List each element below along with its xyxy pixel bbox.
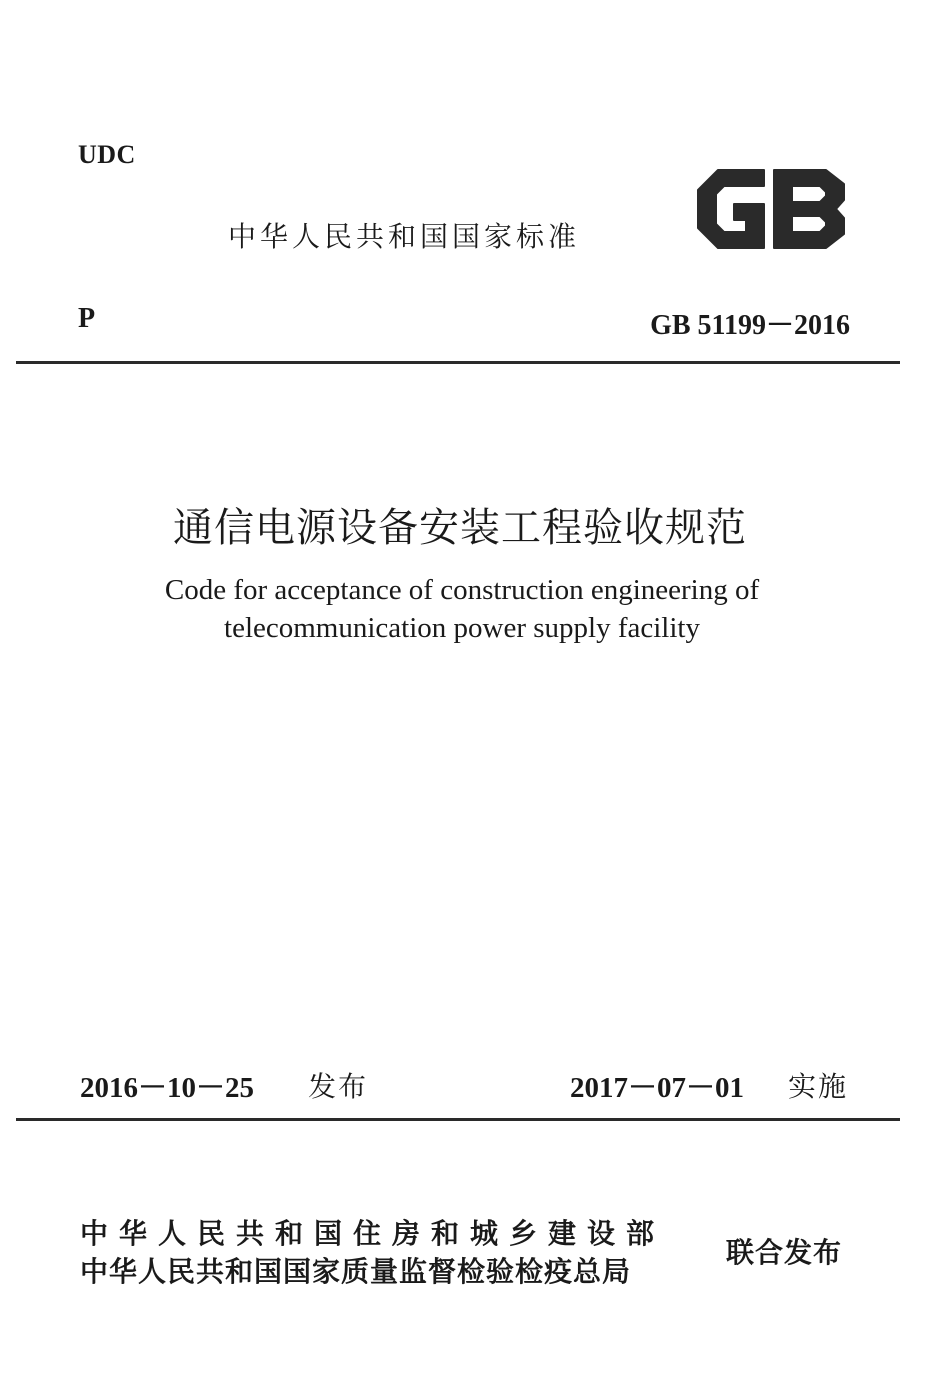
udc-label: UDC — [78, 140, 136, 169]
issuer-ministry-housing: 中华人民共和国住房和城乡建设部 — [80, 1217, 666, 1250]
top-divider — [16, 361, 900, 364]
standard-number: GB 51199－2016 — [650, 310, 850, 341]
national-standard-heading: 中华人民共和国国家标准 — [228, 220, 581, 253]
bottom-divider — [16, 1118, 900, 1121]
classification-code: P — [78, 303, 96, 334]
implementation-label: 实施 — [788, 1070, 849, 1103]
gb-logo — [694, 166, 852, 252]
issue-date: 2016－10－25 — [80, 1072, 255, 1104]
title-english-line1: Code for acceptance of construction engineering of — [164, 574, 760, 606]
joint-issue-label: 联合发布 — [726, 1236, 843, 1269]
issuer-quality-administration: 中华人民共和国国家质量监督检验检疫总局 — [80, 1255, 632, 1288]
issue-label: 发布 — [308, 1070, 369, 1103]
implementation-date: 2017－07－01 — [570, 1072, 745, 1104]
title-chinese: 通信电源设备安装工程验收规范 — [173, 505, 747, 551]
title-english-line2: telecommunication power supply facility — [224, 612, 700, 644]
